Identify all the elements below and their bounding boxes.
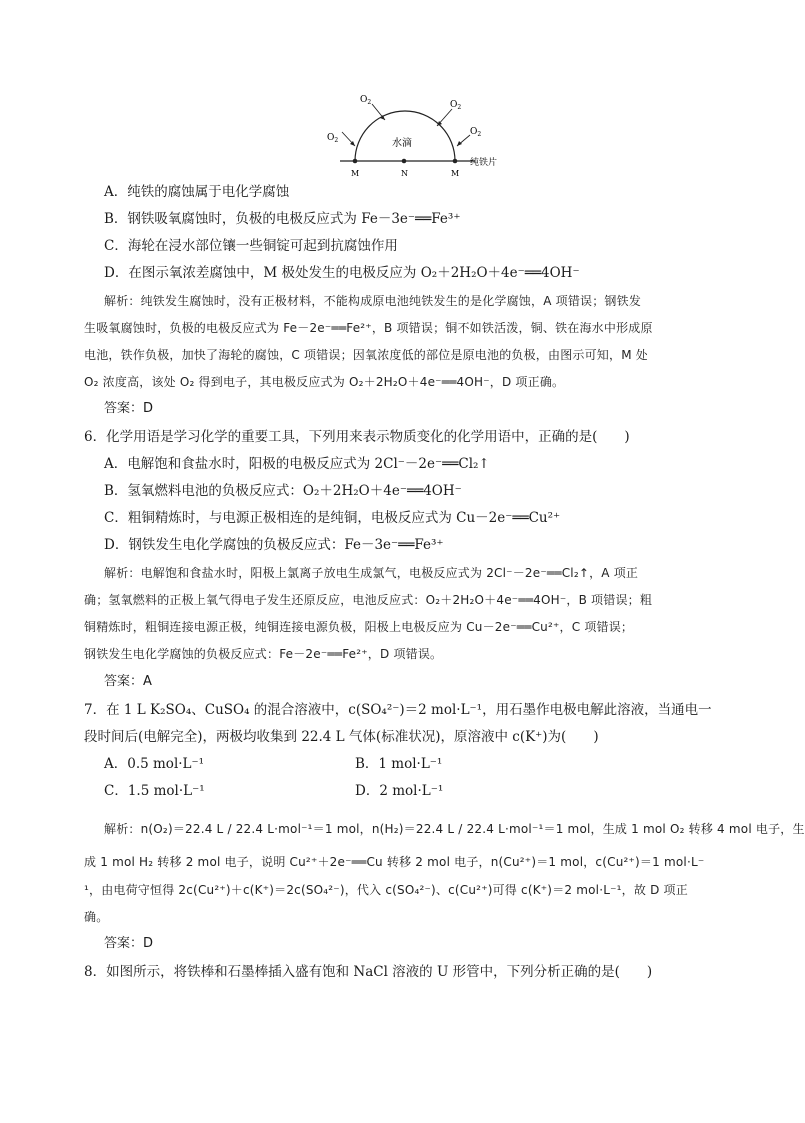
q7-stem-line-1: 7．在 1 L K₂SO₄、CuSO₄ 的混合溶液中，c(SO₄²⁻)＝2 mol·L⁻¹，用石墨作电极电解此溶液，当通电一	[84, 702, 712, 718]
q5-option-b: B．钢铁吸氧腐蚀时，负极的电极反应式为 Fe－3e⁻══Fe³⁺	[104, 211, 461, 227]
q7-option-c: C．1.5 mol·L⁻¹	[104, 783, 205, 799]
q6-stem: 6．化学用语是学习化学的重要工具，下列用来表示物质变化的化学用语中，正确的是( )	[84, 429, 630, 445]
point-n	[402, 159, 407, 164]
q7-explanation-line-4: 确。	[84, 910, 109, 924]
q6-explanation-line-2: 确；氢氧燃料的正极上氧气得电子发生还原反应，电池反应式：O₂＋2H₂O＋4e⁻══4OH⁻，B 项错误；粗	[84, 593, 653, 607]
q5-explanation-line-1: 解析：纯铁发生腐蚀时，没有正极材料，不能构成原电池纯铁发生的是化学腐蚀，A 项错误；钢铁发	[104, 294, 642, 308]
o2-label-top-left: $O_2$	[360, 95, 372, 106]
q7-stem-line-2: 段时间后(电解完全)，两极均收集到 22.4 L 气体(标准状况)，原溶液中 c(K⁺)为( )	[84, 729, 599, 745]
q7-option-d: D．2 mol·L⁻¹	[355, 783, 444, 799]
q7-explanation-line-2: 成 1 mol H₂ 转移 2 mol 电子，说明 Cu²⁺＋2e⁻══Cu 转移 2 mol 电子，n(Cu²⁺)＝1 mol，c(Cu²⁺)＝1 mol·L⁻	[84, 855, 705, 869]
q5-option-a: A．纯铁的腐蚀属于电化学腐蚀	[104, 184, 290, 200]
q8-stem: 8．如图所示，将铁棒和石墨棒插入盛有饱和 NaCl 溶液的 U 形管中，下列分析正确的是( )	[84, 964, 653, 980]
q5-explanation-line-4: O₂ 浓度高，该处 O₂ 得到电子，其电极反应式为 O₂＋2H₂O＋4e⁻══4OH⁻，D 项正确。	[84, 375, 565, 389]
q6-answer: 答案：A	[104, 674, 152, 689]
q5-option-d: D．在图示氧浓差腐蚀中，M 极处发生的电极反应为 O₂＋2H₂O＋4e⁻══4OH⁻	[104, 265, 580, 281]
point-m-left	[353, 159, 358, 164]
water-drop-arc	[355, 111, 455, 161]
q6-explanation-line-4: 钢铁发生电化学腐蚀的负极反应式：Fe－2e⁻══Fe²⁺，D 项错误。	[84, 647, 443, 661]
o2-label-top-right: $O_2$	[450, 100, 462, 111]
q6-explanation-line-1: 解析：电解饱和食盐水时，阳极上氯离子放电生成氯气，电极反应式为 2Cl⁻－2e⁻══Cl₂↑，A 项正	[104, 566, 639, 580]
q5-explanation-line-2: 生吸氧腐蚀时，负极的电极反应式为 Fe－2e⁻══Fe²⁺，B 项错误；铜不如铁活泼，铜、铁在海水中形成原	[84, 321, 653, 335]
q7-answer: 答案：D	[104, 936, 154, 951]
o2-label-right: $O_2$	[470, 127, 482, 138]
q7-option-a: A．0.5 mol·L⁻¹	[104, 756, 205, 772]
q6-option-a: A．电解饱和食盐水时，阳极的电极反应式为 2Cl⁻－2e⁻══Cl₂↑	[104, 456, 490, 472]
m-left-label: M	[351, 169, 360, 178]
q5-answer: 答案：D	[104, 401, 154, 416]
q6-option-b: B．氢氧燃料电池的负极反应式：O₂＋2H₂O＋4e⁻══4OH⁻	[104, 483, 462, 499]
o2-label-left: $O_2$	[327, 133, 339, 144]
q7-explanation-line-3: ¹，由电荷守恒得 2c(Cu²⁺)＋c(K⁺)＝2c(SO₄²⁻)，代入 c(SO₄²⁻)、c(Cu²⁺)可得 c(K⁺)＝2 mol·L⁻¹，故 D 项正	[84, 883, 688, 897]
q6-explanation-line-3: 铜精炼时，粗铜连接电源正极，纯铜连接电源负极，阳极上电极反应为 Cu－2e⁻══Cu²⁺，C 项错误；	[84, 620, 634, 634]
q7-option-b: B．1 mol·L⁻¹	[355, 756, 443, 772]
q5-explanation-line-3: 电池，铁作负极，加快了海轮的腐蚀，C 项错误；因氧浓度低的部位是原电池的负极，由图示可知，M 处	[84, 348, 648, 362]
m-right-label: M	[451, 169, 460, 178]
q7-explanation-line-1: 解析：n(O₂)＝22.4 L / 22.4 L·mol⁻¹＝1 mol，n(H₂)＝22.4 L / 22.4 L·mol⁻¹＝1 mol，生成 1 mol O₂ 转移 4 mol 电子，生	[104, 822, 805, 836]
oxygen-concentration-corrosion-diagram	[300, 88, 550, 183]
q6-option-d: D．钢铁发生电化学腐蚀的负极反应式：Fe－3e⁻══Fe³⁺	[104, 537, 444, 553]
pure-iron-label: 纯铁片	[470, 158, 498, 168]
q5-option-c: C．海轮在浸水部位镶一些铜锭可起到抗腐蚀作用	[104, 238, 398, 254]
n-label: N	[401, 169, 408, 178]
q6-option-c: C．粗铜精炼时，与电源正极相连的是纯铜，电极反应式为 Cu－2e⁻══Cu²⁺	[104, 510, 561, 526]
water-drop-label: 水滴	[392, 138, 412, 149]
